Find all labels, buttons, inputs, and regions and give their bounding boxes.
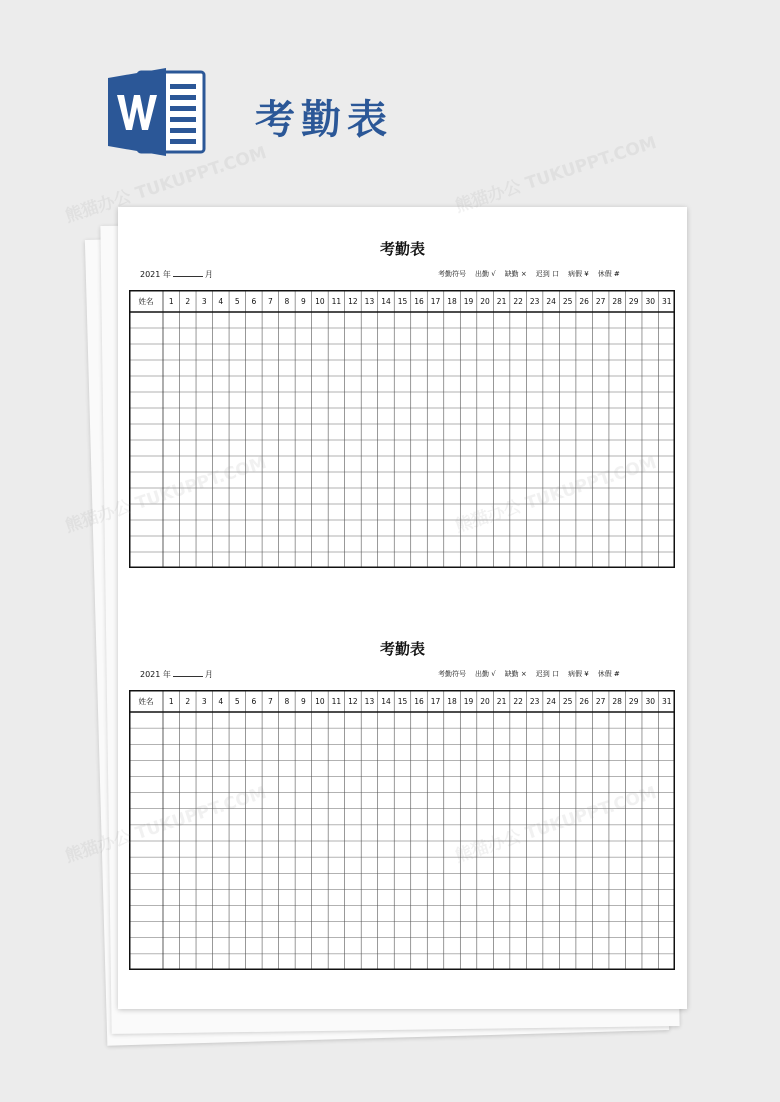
- day-column-header: 16: [414, 297, 424, 306]
- word-logo-icon: [108, 68, 208, 156]
- legend-item: 迟到 口: [535, 270, 560, 278]
- day-column-header: 17: [430, 697, 441, 706]
- day-column-header: 2: [185, 697, 191, 706]
- day-column-header: 4: [218, 297, 224, 306]
- day-column-header: 6: [251, 297, 257, 306]
- day-column-header: 22: [513, 697, 523, 706]
- day-column-header: 15: [397, 297, 408, 306]
- day-column-header: 23: [529, 697, 540, 706]
- day-column-header: 10: [315, 697, 325, 706]
- legend-item: 休假 #: [597, 270, 620, 278]
- watermark: 熊猫办公 TUKUPPT.COM: [62, 142, 269, 227]
- day-column-header: 17: [430, 297, 441, 306]
- legend-item: 迟到 口: [535, 670, 560, 678]
- day-column-header: 2: [185, 297, 191, 306]
- day-column-header: 4: [218, 697, 224, 706]
- attendance-legend: [438, 669, 629, 679]
- table-title: 考勤表: [379, 640, 425, 658]
- day-column-header: 3: [201, 697, 207, 706]
- day-column-header: 5: [234, 697, 240, 706]
- day-column-header: 5: [234, 297, 240, 306]
- day-column-header: 10: [315, 297, 325, 306]
- day-column-header: 12: [348, 297, 358, 306]
- day-column-header: 31: [661, 297, 672, 306]
- day-column-header: 20: [480, 297, 490, 306]
- day-column-header: 11: [331, 697, 342, 706]
- header-title: 考勤表: [255, 97, 393, 143]
- day-column-header: 7: [267, 297, 273, 306]
- day-column-header: 18: [447, 297, 457, 306]
- attendance-grid: [129, 290, 675, 568]
- attendance-legend: [438, 269, 629, 279]
- day-column-header: 15: [397, 697, 408, 706]
- day-column-header: 1: [168, 697, 174, 706]
- day-column-header: 28: [612, 697, 622, 706]
- day-column-header: 12: [348, 697, 358, 706]
- year-month-field: [140, 268, 213, 280]
- day-column-header: 26: [579, 697, 589, 706]
- day-column-header: 11: [331, 297, 342, 306]
- day-column-header: 9: [300, 297, 306, 306]
- year-suffix: 年: [162, 670, 171, 679]
- day-column-header: 19: [463, 297, 474, 306]
- day-column-header: 7: [267, 697, 273, 706]
- name-column-header: 姓名: [138, 297, 154, 306]
- table-title: 考勤表: [379, 240, 425, 258]
- month-suffix: 月: [204, 270, 213, 279]
- day-column-header: 13: [364, 297, 375, 306]
- legend-item: 考勤符号: [438, 270, 466, 278]
- day-column-header: 31: [661, 697, 672, 706]
- day-column-header: 25: [562, 297, 573, 306]
- year-suffix: 年: [162, 270, 171, 279]
- month-blank: [173, 668, 203, 677]
- attendance-grid: [129, 690, 675, 970]
- day-column-header: 3: [201, 297, 207, 306]
- legend-item: 出勤 √: [475, 670, 496, 678]
- watermark: 熊猫办公: [62, 826, 134, 867]
- day-column-header: 6: [251, 697, 257, 706]
- day-column-header: 18: [447, 697, 457, 706]
- legend-item: 病假 ¥: [568, 270, 589, 278]
- day-column-header: 20: [480, 697, 490, 706]
- legend-item: 缺勤 ×: [504, 670, 527, 678]
- day-column-header: 9: [300, 697, 306, 706]
- day-column-header: 29: [628, 697, 639, 706]
- day-column-header: 16: [414, 697, 424, 706]
- day-column-header: 8: [284, 297, 290, 306]
- document-page: [118, 207, 687, 1009]
- day-column-header: 23: [529, 297, 540, 306]
- day-column-header: 19: [463, 697, 474, 706]
- legend-item: 缺勤 ×: [504, 270, 527, 278]
- month-suffix: 月: [204, 670, 213, 679]
- legend-item: 出勤 √: [475, 270, 496, 278]
- day-column-header: 30: [645, 297, 655, 306]
- day-column-header: 14: [381, 297, 391, 306]
- day-column-header: 22: [513, 297, 523, 306]
- month-blank: [173, 268, 203, 277]
- day-column-header: 13: [364, 697, 375, 706]
- legend-item: 考勤符号: [438, 670, 466, 678]
- name-column-header: 姓名: [138, 697, 154, 706]
- watermark: 熊猫办公 TUKUPPT.COM: [452, 132, 659, 217]
- day-column-header: 27: [595, 297, 606, 306]
- day-column-header: 1: [168, 297, 174, 306]
- year-month-field: [140, 668, 213, 680]
- day-column-header: 14: [381, 697, 391, 706]
- day-column-header: 8: [284, 697, 290, 706]
- day-column-header: 26: [579, 297, 589, 306]
- day-column-header: 28: [612, 297, 622, 306]
- day-column-header: 29: [628, 297, 639, 306]
- day-column-header: 21: [496, 297, 507, 306]
- year-value: 2021: [140, 670, 161, 679]
- day-column-header: 24: [546, 297, 556, 306]
- day-column-header: 21: [496, 697, 507, 706]
- year-value: 2021: [140, 270, 161, 279]
- day-column-header: 27: [595, 697, 606, 706]
- day-column-header: 30: [645, 697, 655, 706]
- day-column-header: 25: [562, 697, 573, 706]
- legend-item: 休假 #: [597, 670, 620, 678]
- legend-item: 病假 ¥: [568, 670, 589, 678]
- day-column-header: 24: [546, 697, 556, 706]
